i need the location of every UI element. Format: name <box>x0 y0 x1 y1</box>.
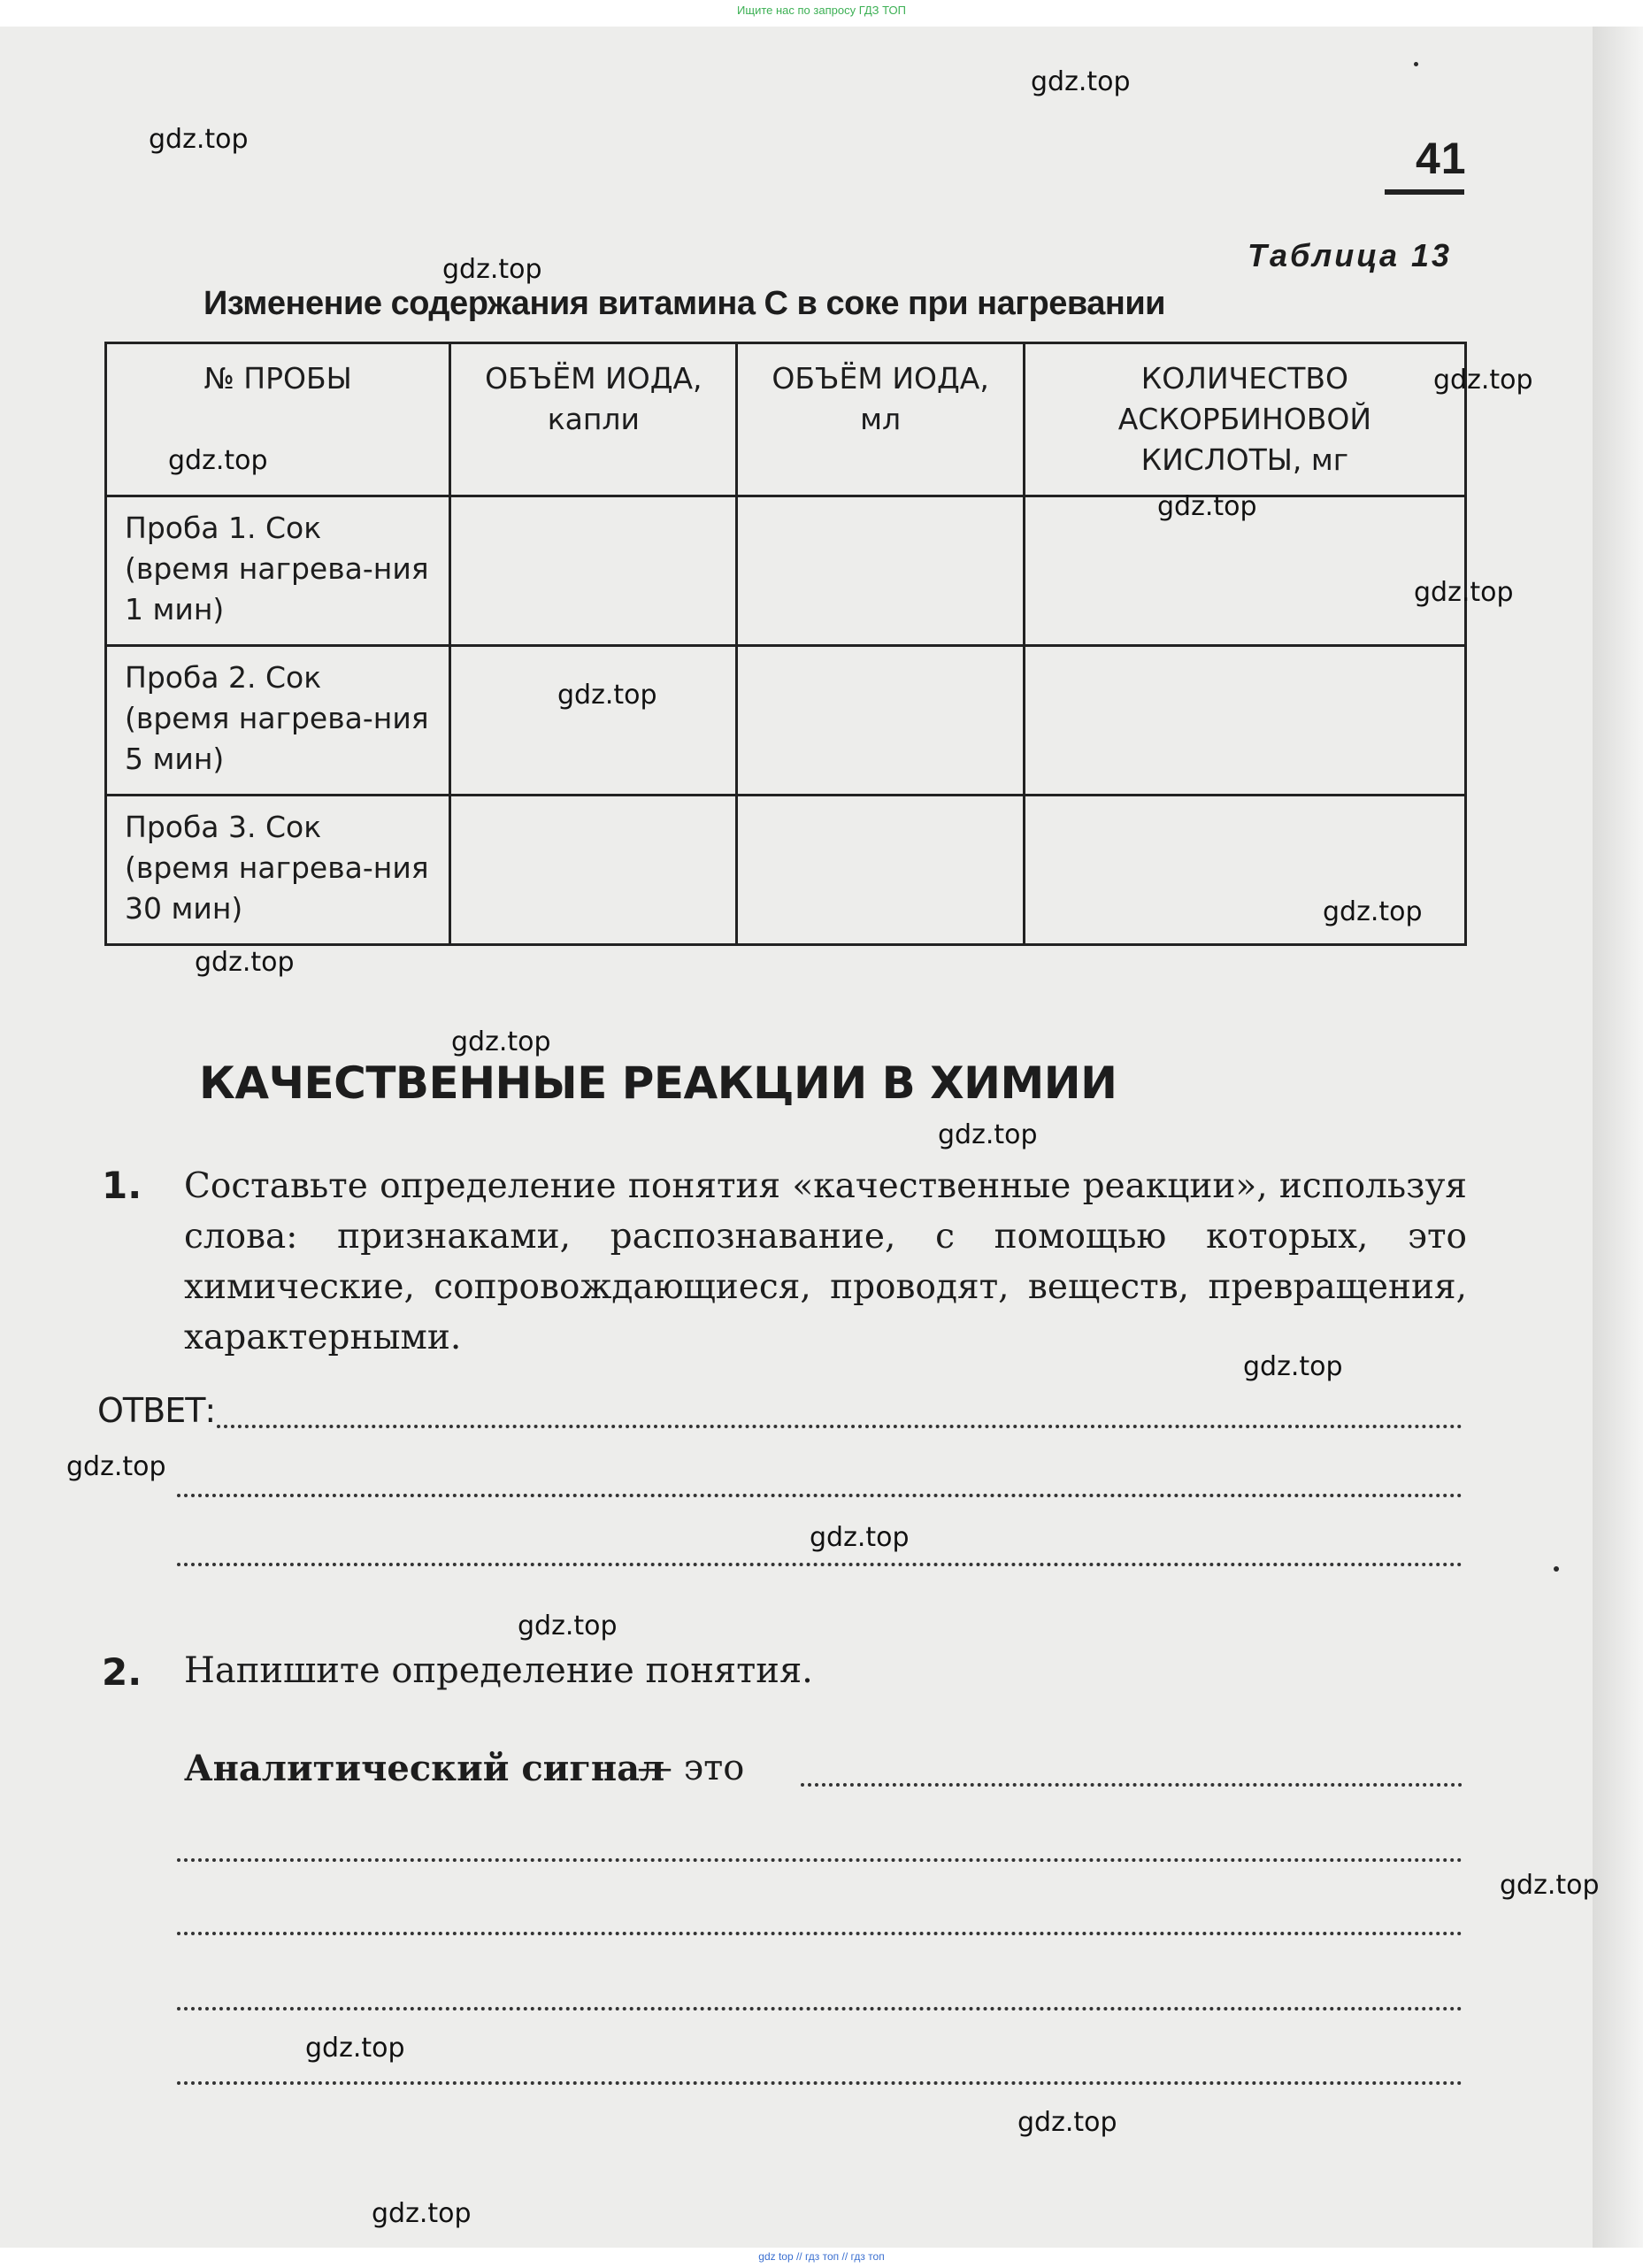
watermark: gdz.top <box>1017 2107 1117 2138</box>
answer-line[interactable] <box>177 1563 1463 1566</box>
row-label: Проба 3. Сок (время нагрева-ния 30 мин) <box>106 796 450 945</box>
answer-line[interactable] <box>801 1783 1463 1787</box>
answer-label: ОТВЕТ: <box>97 1391 216 1430</box>
empty-cell[interactable] <box>737 646 1024 796</box>
section-title: КАЧЕСТВЕННЫЕ РЕАКЦИИ В ХИМИИ <box>199 1057 1117 1109</box>
watermark: gdz.top <box>195 947 295 978</box>
watermark: gdz.top <box>518 1611 618 1641</box>
watermark: gdz.top <box>1323 896 1423 927</box>
watermark: gdz.top <box>451 1026 551 1057</box>
empty-cell[interactable] <box>450 496 737 646</box>
watermark: gdz.top <box>442 254 542 285</box>
empty-cell[interactable] <box>1024 646 1465 796</box>
watermark: gdz.top <box>1243 1351 1343 1382</box>
answer-line[interactable] <box>177 2081 1463 2085</box>
answer-line[interactable] <box>177 2007 1463 2010</box>
header-sample-number: № ПРОБЫ <box>106 343 450 496</box>
watermark: gdz.top <box>305 2033 405 2064</box>
empty-cell[interactable] <box>737 496 1024 646</box>
header-ascorbic-acid: КОЛИЧЕСТВО АСКОРБИНОВОЙ КИСЛОТЫ, мг <box>1024 343 1465 496</box>
table-row <box>106 496 1466 646</box>
task1-text: Составьте определение понятия «качественные реакции», используя слова: признаками, распознавание, с помощью которых, это химические, сопровождающиеся, проводят, веществ, превращения, характерными. <box>184 1166 1467 1357</box>
answer-line[interactable] <box>177 1932 1463 1935</box>
table-header-row <box>106 343 1466 496</box>
task2-text: Напишите определение понятия. <box>184 1650 813 1691</box>
watermark: gdz.top <box>938 1119 1038 1150</box>
header-iodine-ml: ОБЪЁМ ИОДА, мл <box>737 343 1024 496</box>
empty-cell[interactable] <box>450 646 737 796</box>
page-edge <box>1593 27 1643 2248</box>
row-label: Проба 2. Сок (время нагрева-ния 5 мин) <box>106 646 450 796</box>
page-number-rule <box>1385 189 1464 195</box>
task2-number: 2. <box>102 1650 142 1694</box>
table-label: Таблица 13 <box>1248 237 1453 273</box>
watermark: gdz.top <box>1031 66 1131 97</box>
table-row <box>106 646 1466 796</box>
term-label: Аналитический сигнал <box>184 1748 665 1789</box>
watermark: gdz.top <box>1500 1870 1600 1901</box>
table-title: Изменение содержания витамина С в соке при нагревании <box>203 285 1166 322</box>
empty-cell[interactable] <box>737 796 1024 945</box>
watermark: gdz.top <box>149 124 249 155</box>
page-number: 41 <box>1416 134 1467 183</box>
task1-number: 1. <box>102 1164 142 1207</box>
scan-speck <box>1554 1566 1559 1572</box>
table-row <box>106 796 1466 945</box>
watermark: gdz.top <box>557 680 657 711</box>
watermark: gdz.top <box>168 445 268 476</box>
watermark: gdz.top <box>1414 577 1514 608</box>
watermark: gdz.top <box>66 1451 166 1482</box>
bottom-banner: gdz top // гдз топ // гдз топ <box>758 2250 885 2263</box>
answer-line[interactable] <box>177 1494 1463 1497</box>
scan-speck <box>1414 62 1418 66</box>
empty-cell[interactable] <box>450 796 737 945</box>
answer-line[interactable] <box>217 1425 1463 1428</box>
watermark: gdz.top <box>810 1522 910 1553</box>
watermark: gdz.top <box>1433 365 1533 396</box>
vitamin-c-table <box>104 342 1467 946</box>
row-label: Проба 1. Сок (время нагрева-ния 1 мин) <box>106 496 450 646</box>
watermark: gdz.top <box>1157 491 1257 522</box>
term-suffix: — это <box>637 1748 745 1788</box>
header-iodine-drops: ОБЪЁМ ИОДА, капли <box>450 343 737 496</box>
top-banner: Ищите нас по запросу ГДЗ ТОП <box>737 4 906 17</box>
answer-line[interactable] <box>177 1858 1463 1862</box>
watermark: gdz.top <box>372 2198 472 2229</box>
